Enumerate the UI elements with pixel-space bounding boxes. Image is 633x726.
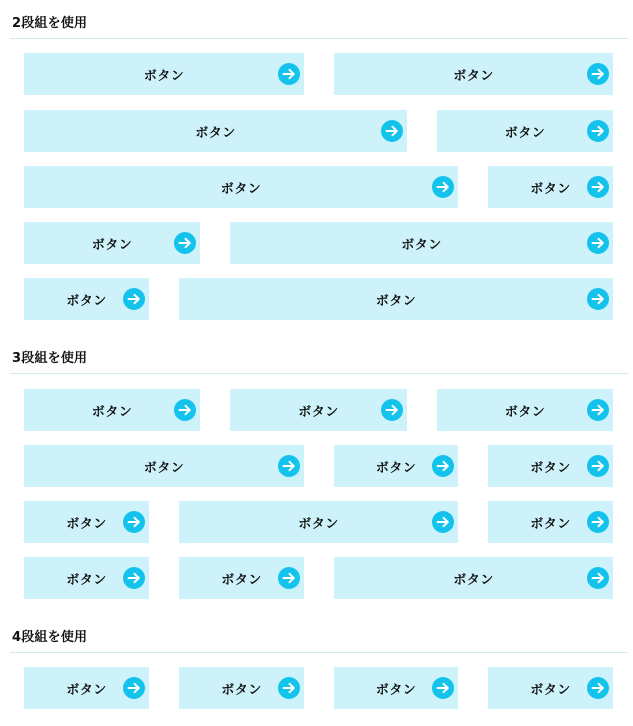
button-label: ボタン [221,572,262,588]
button[interactable] [179,278,613,320]
button-label: ボタン [375,293,417,309]
button[interactable] [230,222,613,264]
button[interactable] [488,445,613,487]
arrow-right-circle-icon [381,399,403,421]
button-label: ボタン [298,516,339,532]
button-label: ボタン [504,125,546,141]
button-label: ボタン [91,237,133,253]
arrow-right-circle-icon [123,677,145,699]
section-divider [10,652,628,653]
arrow-right-circle-icon [587,63,609,85]
button[interactable] [230,389,407,431]
arrow-right-circle-icon [278,677,300,699]
arrow-right-circle-icon [278,455,300,477]
button[interactable] [24,110,407,152]
button-label: ボタン [375,460,417,476]
arrow-right-circle-icon [587,232,609,254]
button[interactable] [24,222,200,264]
section-title: 2段組を使用 [12,16,88,31]
arrow-right-circle-icon [587,567,609,589]
button[interactable] [437,110,613,152]
button[interactable] [179,557,304,599]
button[interactable] [24,389,200,431]
arrow-right-circle-icon [123,511,145,533]
button[interactable] [488,166,613,208]
button[interactable] [488,501,613,543]
arrow-right-circle-icon [432,176,454,198]
button[interactable] [334,53,613,95]
arrow-right-circle-icon [587,511,609,533]
button-label: ボタン [530,516,571,532]
button-label: ボタン [298,404,339,420]
button[interactable] [179,667,304,709]
button-label: ボタン [221,682,262,698]
arrow-right-circle-icon [432,677,454,699]
arrow-right-circle-icon [432,455,454,477]
arrow-right-circle-icon [278,567,300,589]
arrow-right-circle-icon [587,399,609,421]
button[interactable] [24,557,149,599]
button-label: ボタン [453,572,494,588]
arrow-right-circle-icon [432,511,454,533]
arrow-right-circle-icon [587,677,609,699]
section-divider [10,38,628,39]
button[interactable] [179,501,458,543]
arrow-right-circle-icon [587,288,609,310]
arrow-right-circle-icon [123,567,145,589]
button-label: ボタン [66,682,107,698]
button[interactable] [24,278,149,320]
button-label: ボタン [91,404,133,420]
button-label: ボタン [401,237,442,253]
button[interactable] [24,667,149,709]
arrow-right-circle-icon [174,232,196,254]
button[interactable] [24,166,458,208]
button[interactable] [334,667,458,709]
arrow-right-circle-icon [278,63,300,85]
button-label: ボタン [453,68,494,84]
button-label: ボタン [66,516,107,532]
button-label: ボタン [66,572,107,588]
button-label: ボタン [220,181,262,197]
button-label: ボタン [375,682,417,698]
section-title: 4段組を使用 [12,630,88,645]
button[interactable] [488,667,613,709]
button-label: ボタン [530,682,571,698]
arrow-right-circle-icon [587,455,609,477]
arrow-right-circle-icon [381,120,403,142]
arrow-right-circle-icon [587,120,609,142]
button[interactable] [334,557,613,599]
button-label: ボタン [530,460,571,476]
section-divider [10,373,628,374]
button[interactable] [24,445,304,487]
arrow-right-circle-icon [587,176,609,198]
button-label: ボタン [66,293,107,309]
button-label: ボタン [195,125,236,141]
section-title: 3段組を使用 [12,351,88,366]
button[interactable] [437,389,613,431]
button-label: ボタン [530,181,571,197]
arrow-right-circle-icon [123,288,145,310]
button[interactable] [334,445,458,487]
arrow-right-circle-icon [174,399,196,421]
button[interactable] [24,501,149,543]
button-label: ボタン [504,404,546,420]
button[interactable] [24,53,304,95]
button-label: ボタン [143,460,185,476]
button-label: ボタン [143,68,185,84]
